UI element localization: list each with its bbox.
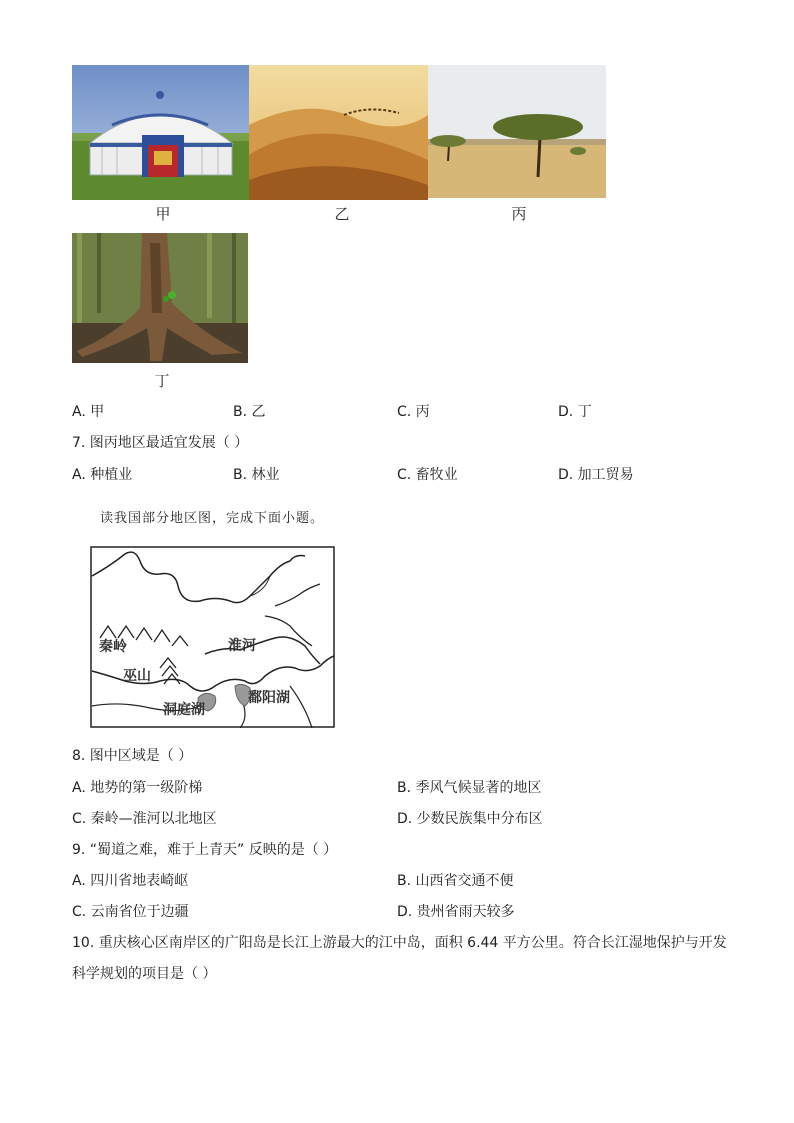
photo-rainforest: [72, 233, 248, 363]
photo-desert: [249, 65, 428, 200]
caption-ding: 丁: [154, 372, 170, 390]
q8-option-c[interactable]: C. 秦岭—淮河以北地区: [72, 811, 217, 827]
caption-jia: 甲: [155, 205, 171, 223]
photo-savanna: [428, 65, 606, 198]
photo-yurt: [72, 65, 249, 200]
label-qinling: 秦岭: [99, 639, 127, 655]
china-region-map: [90, 546, 335, 728]
label-dongtinghu: 洞庭湖: [163, 702, 205, 718]
label-huaihe: 淮河: [228, 638, 256, 654]
label-wushan: 巫山: [123, 668, 151, 684]
q9-option-d[interactable]: D. 贵州省雨天较多: [397, 904, 515, 920]
q8-option-b[interactable]: B. 季风气候显著的地区: [397, 780, 542, 796]
q10-stem-line2: 科学规划的项目是（ ）: [72, 966, 217, 982]
q8-option-d[interactable]: D. 少数民族集中分布区: [397, 811, 543, 827]
q7-option-b[interactable]: B. 林业: [233, 467, 280, 483]
q7-stem: 7. 图丙地区最适宜发展（ ）: [72, 435, 249, 451]
q7-option-c[interactable]: C. 畜牧业: [397, 467, 458, 483]
q9-option-b[interactable]: B. 山西省交通不便: [397, 873, 514, 889]
caption-yi: 乙: [334, 205, 350, 223]
q8-stem: 8. 图中区域是（ ）: [72, 748, 193, 764]
q6-option-b[interactable]: B. 乙: [233, 404, 266, 420]
q9-option-a[interactable]: A. 四川省地表崎岖: [72, 873, 189, 889]
q8-option-a[interactable]: A. 地势的第一级阶梯: [72, 780, 203, 796]
q9-stem: 9. “蜀道之难，难于上青天” 反映的是（ ）: [72, 842, 338, 858]
q6-option-a[interactable]: A. 甲: [72, 404, 105, 420]
q6-option-d[interactable]: D. 丁: [558, 404, 592, 420]
q6-option-c[interactable]: C. 丙: [397, 404, 430, 420]
label-poyanghu: 鄱阳湖: [248, 690, 290, 706]
q10-stem-line1: 10. 重庆核心区南岸区的广阳岛是长江上游最大的江中岛，面积 6.44 平方公里。符合长江湿地保护与开发: [72, 935, 727, 951]
caption-bing: 丙: [511, 205, 527, 223]
q9-option-c[interactable]: C. 云南省位于边疆: [72, 904, 189, 920]
q7-option-d[interactable]: D. 加工贸易: [558, 467, 634, 483]
q7-option-a[interactable]: A. 种植业: [72, 467, 133, 483]
reading-instruction: 读我国部分地区图，完成下面小题。: [100, 511, 325, 526]
